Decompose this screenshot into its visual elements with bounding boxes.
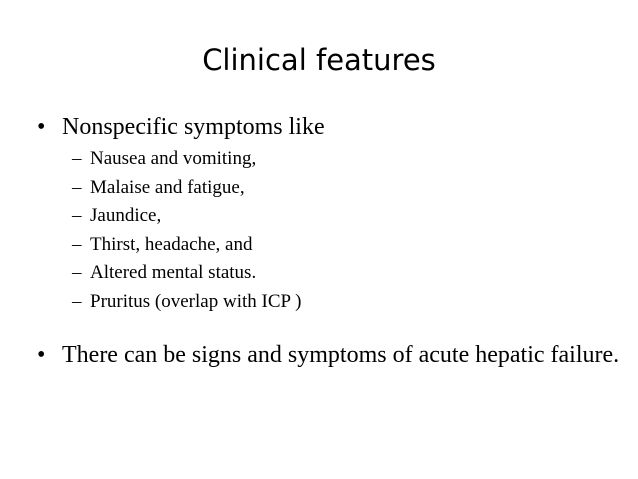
- bullet-text: There can be signs and symptoms of acute hepatic failure.: [62, 342, 620, 368]
- sub-bullet-text: Thirst, headache, and: [90, 233, 253, 255]
- bullet-text: Nonspecific symptoms like: [62, 114, 325, 140]
- dash-icon: –: [72, 262, 82, 283]
- dash-icon: –: [72, 233, 82, 255]
- sub-bullet-text: Malaise and fatigue,: [90, 176, 245, 198]
- sub-bullet-text: Jaundice,: [90, 205, 162, 226]
- sub-bullet-text: Nausea and vomiting,: [90, 148, 257, 169]
- dash-icon: –: [72, 290, 82, 312]
- slide-title: Clinical features: [202, 43, 436, 77]
- dash-icon: –: [72, 205, 82, 226]
- bullet-icon: •: [37, 114, 46, 140]
- dash-icon: –: [72, 176, 82, 198]
- dash-icon: –: [72, 148, 82, 169]
- bullet-icon: •: [37, 342, 46, 368]
- sub-bullet-text: Altered mental status.: [90, 262, 257, 283]
- sub-bullet-text: Pruritus (overlap with ICP ): [90, 290, 302, 312]
